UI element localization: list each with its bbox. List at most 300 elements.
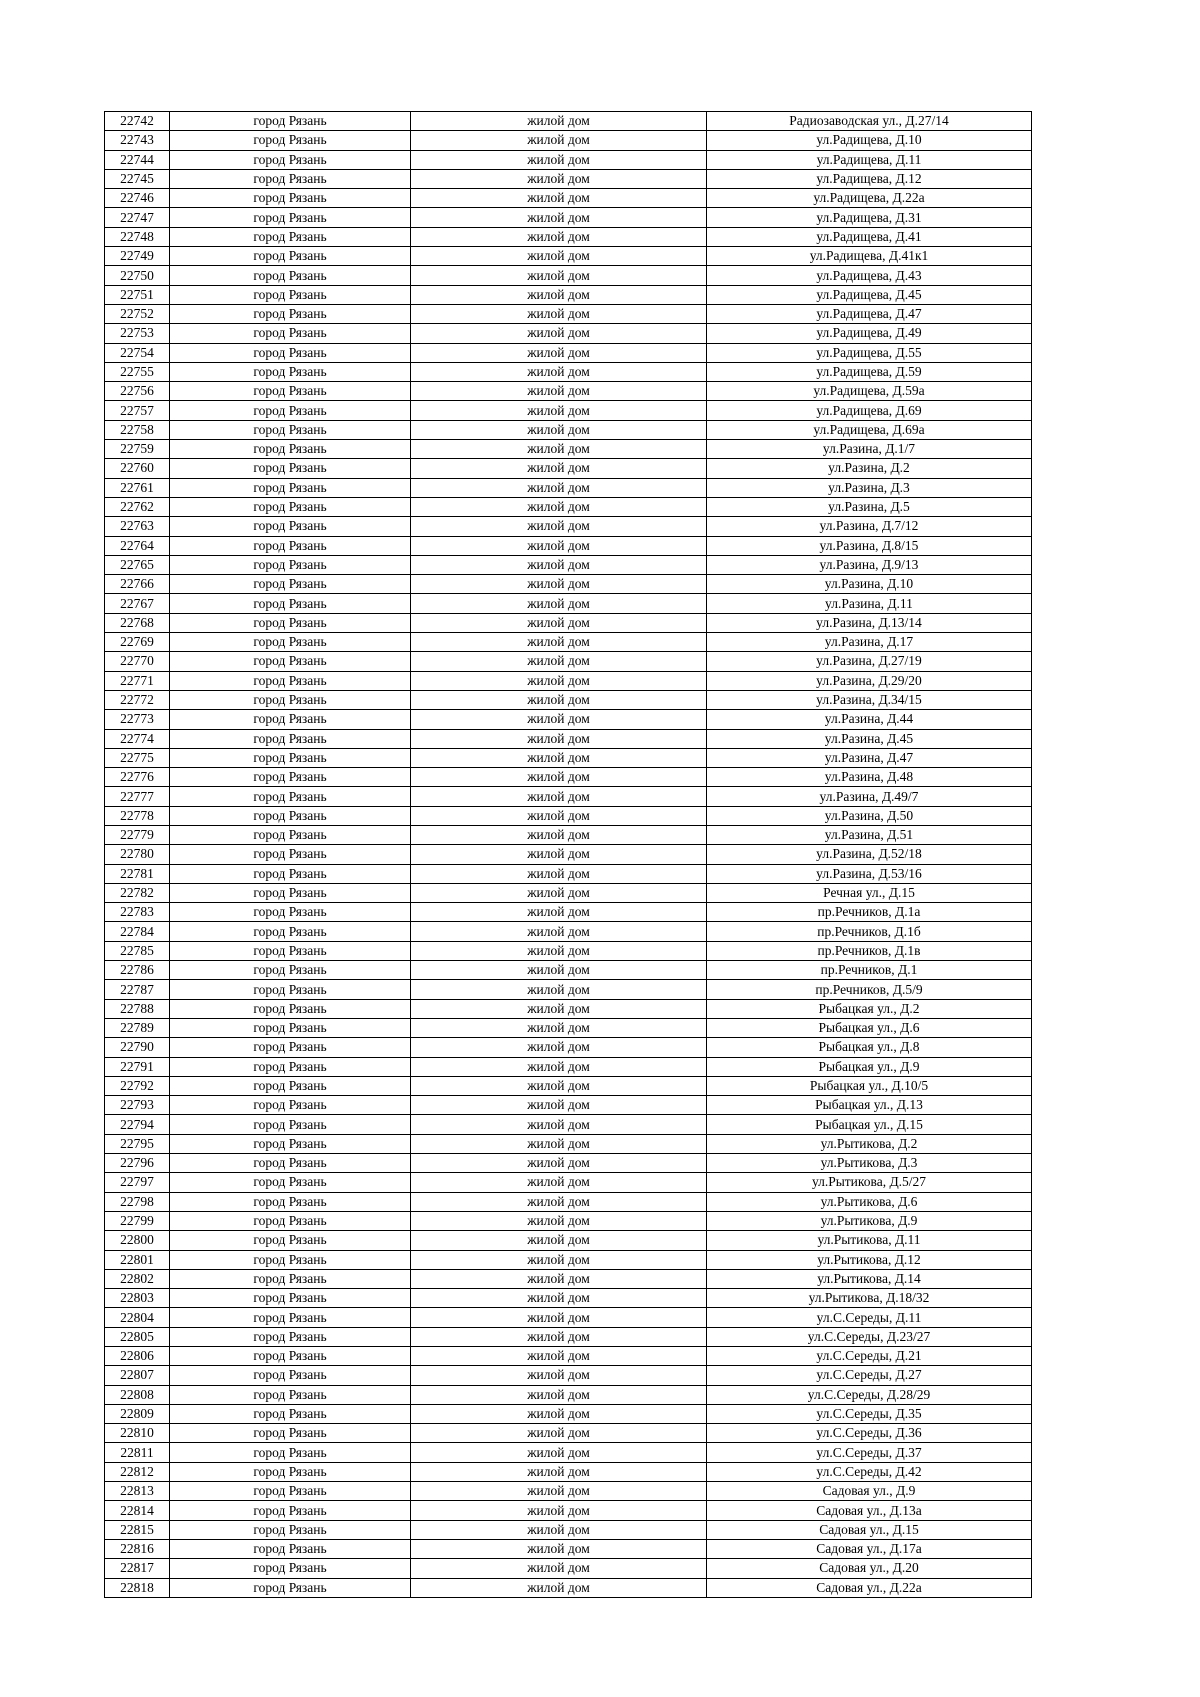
- city-cell: город Рязань: [170, 189, 411, 208]
- address-cell: ул.Разина, Д.9/13: [707, 555, 1032, 574]
- city-cell: город Рязань: [170, 806, 411, 825]
- row-number-cell: 22796: [105, 1154, 170, 1173]
- table-row: [105, 247, 1032, 266]
- table-row: [105, 1115, 1032, 1134]
- city-cell: город Рязань: [170, 1076, 411, 1095]
- row-number-cell: 22810: [105, 1424, 170, 1443]
- row-number-cell: 22770: [105, 652, 170, 671]
- row-number-cell: 22808: [105, 1385, 170, 1404]
- table-row: [105, 150, 1032, 169]
- object-type-cell: жилой дом: [411, 285, 707, 304]
- object-type-cell: жилой дом: [411, 1462, 707, 1481]
- city-cell: город Рязань: [170, 787, 411, 806]
- city-cell: город Рязань: [170, 729, 411, 748]
- table-row: [105, 304, 1032, 323]
- address-cell: Садовая ул., Д.22а: [707, 1578, 1032, 1597]
- table-row: [105, 285, 1032, 304]
- city-cell: город Рязань: [170, 710, 411, 729]
- table-row: [105, 1231, 1032, 1250]
- city-cell: город Рязань: [170, 922, 411, 941]
- address-cell: пр.Речников, Д.1а: [707, 903, 1032, 922]
- row-number-cell: 22780: [105, 845, 170, 864]
- address-cell: ул.Радищева, Д.55: [707, 343, 1032, 362]
- object-type-cell: жилой дом: [411, 343, 707, 362]
- city-cell: город Рязань: [170, 1250, 411, 1269]
- table-row: [105, 922, 1032, 941]
- object-type-cell: жилой дом: [411, 961, 707, 980]
- object-type-cell: жилой дом: [411, 594, 707, 613]
- table-row: [105, 1501, 1032, 1520]
- row-number-cell: 22745: [105, 169, 170, 188]
- table-row: [105, 324, 1032, 343]
- row-number-cell: 22817: [105, 1559, 170, 1578]
- city-cell: город Рязань: [170, 324, 411, 343]
- table-row: [105, 1018, 1032, 1037]
- city-cell: город Рязань: [170, 227, 411, 246]
- table-row: [105, 169, 1032, 188]
- address-cell: ул.С.Середы, Д.35: [707, 1404, 1032, 1423]
- object-type-cell: жилой дом: [411, 304, 707, 323]
- address-cell: ул.Разина, Д.13/14: [707, 613, 1032, 632]
- object-type-cell: жилой дом: [411, 131, 707, 150]
- row-number-cell: 22774: [105, 729, 170, 748]
- object-type-cell: жилой дом: [411, 1347, 707, 1366]
- table-row: [105, 1269, 1032, 1288]
- row-number-cell: 22775: [105, 748, 170, 767]
- city-cell: город Рязань: [170, 1578, 411, 1597]
- address-cell: пр.Речников, Д.1в: [707, 941, 1032, 960]
- address-cell: Рыбацкая ул., Д.13: [707, 1096, 1032, 1115]
- city-cell: город Рязань: [170, 1443, 411, 1462]
- row-number-cell: 22789: [105, 1018, 170, 1037]
- row-number-cell: 22809: [105, 1404, 170, 1423]
- object-type-cell: жилой дом: [411, 1482, 707, 1501]
- table-row: [105, 1482, 1032, 1501]
- row-number-cell: 22784: [105, 922, 170, 941]
- address-cell: Рыбацкая ул., Д.6: [707, 1018, 1032, 1037]
- row-number-cell: 22814: [105, 1501, 170, 1520]
- city-cell: город Рязань: [170, 247, 411, 266]
- address-cell: ул.Радищева, Д.49: [707, 324, 1032, 343]
- table-row: [105, 1462, 1032, 1481]
- address-cell: ул.Рытикова, Д.3: [707, 1154, 1032, 1173]
- object-type-cell: жилой дом: [411, 806, 707, 825]
- object-type-cell: жилой дом: [411, 497, 707, 516]
- address-cell: ул.Разина, Д.29/20: [707, 671, 1032, 690]
- row-number-cell: 22812: [105, 1462, 170, 1481]
- row-number-cell: 22752: [105, 304, 170, 323]
- address-cell: ул.Разина, Д.8/15: [707, 536, 1032, 555]
- table-row: [105, 864, 1032, 883]
- city-cell: город Рязань: [170, 362, 411, 381]
- table-row: [105, 401, 1032, 420]
- address-cell: ул.Рытикова, Д.14: [707, 1269, 1032, 1288]
- city-cell: город Рязань: [170, 536, 411, 555]
- city-cell: город Рязань: [170, 459, 411, 478]
- table-row: [105, 1308, 1032, 1327]
- object-type-cell: жилой дом: [411, 1134, 707, 1153]
- address-cell: Садовая ул., Д.17а: [707, 1539, 1032, 1558]
- table-row: [105, 131, 1032, 150]
- table-row: [105, 1443, 1032, 1462]
- object-type-cell: жилой дом: [411, 478, 707, 497]
- table-row: [105, 1173, 1032, 1192]
- row-number-cell: 22748: [105, 227, 170, 246]
- address-cell: ул.Рытикова, Д.18/32: [707, 1289, 1032, 1308]
- address-cell: ул.С.Середы, Д.11: [707, 1308, 1032, 1327]
- address-cell: ул.Разина, Д.1/7: [707, 440, 1032, 459]
- address-cell: ул.Рытикова, Д.11: [707, 1231, 1032, 1250]
- address-cell: ул.Радищева, Д.47: [707, 304, 1032, 323]
- row-number-cell: 22800: [105, 1231, 170, 1250]
- table-row: [105, 112, 1032, 131]
- object-type-cell: жилой дом: [411, 1443, 707, 1462]
- address-cell: ул.Радищева, Д.59: [707, 362, 1032, 381]
- table-row: [105, 575, 1032, 594]
- table-row: [105, 517, 1032, 536]
- object-type-cell: жилой дом: [411, 1154, 707, 1173]
- city-cell: город Рязань: [170, 980, 411, 999]
- object-type-cell: жилой дом: [411, 1269, 707, 1288]
- city-cell: город Рязань: [170, 150, 411, 169]
- row-number-cell: 22813: [105, 1482, 170, 1501]
- table-row: [105, 1038, 1032, 1057]
- row-number-cell: 22781: [105, 864, 170, 883]
- city-cell: город Рязань: [170, 1115, 411, 1134]
- object-type-cell: жилой дом: [411, 671, 707, 690]
- city-cell: город Рязань: [170, 1482, 411, 1501]
- city-cell: город Рязань: [170, 208, 411, 227]
- address-cell: ул.С.Середы, Д.36: [707, 1424, 1032, 1443]
- object-type-cell: жилой дом: [411, 1366, 707, 1385]
- table-row: [105, 652, 1032, 671]
- object-type-cell: жилой дом: [411, 1115, 707, 1134]
- object-type-cell: жилой дом: [411, 768, 707, 787]
- table-row: [105, 633, 1032, 652]
- city-cell: город Рязань: [170, 420, 411, 439]
- row-number-cell: 22790: [105, 1038, 170, 1057]
- address-cell: Радиозаводская ул., Д.27/14: [707, 112, 1032, 131]
- address-cell: ул.Разина, Д.7/12: [707, 517, 1032, 536]
- city-cell: город Рязань: [170, 748, 411, 767]
- city-cell: город Рязань: [170, 1327, 411, 1346]
- address-cell: ул.С.Середы, Д.37: [707, 1443, 1032, 1462]
- table-row: [105, 1134, 1032, 1153]
- city-cell: город Рязань: [170, 304, 411, 323]
- address-cell: Рыбацкая ул., Д.2: [707, 999, 1032, 1018]
- row-number-cell: 22758: [105, 420, 170, 439]
- object-type-cell: жилой дом: [411, 1385, 707, 1404]
- row-number-cell: 22750: [105, 266, 170, 285]
- city-cell: город Рязань: [170, 478, 411, 497]
- table-row: [105, 440, 1032, 459]
- object-type-cell: жилой дом: [411, 536, 707, 555]
- city-cell: город Рязань: [170, 169, 411, 188]
- table-row: [105, 961, 1032, 980]
- object-type-cell: жилой дом: [411, 748, 707, 767]
- table-row: [105, 497, 1032, 516]
- object-type-cell: жилой дом: [411, 247, 707, 266]
- row-number-cell: 22811: [105, 1443, 170, 1462]
- object-type-cell: жилой дом: [411, 690, 707, 709]
- object-type-cell: жилой дом: [411, 189, 707, 208]
- object-type-cell: жилой дом: [411, 1018, 707, 1037]
- row-number-cell: 22795: [105, 1134, 170, 1153]
- object-type-cell: жилой дом: [411, 324, 707, 343]
- object-type-cell: жилой дом: [411, 420, 707, 439]
- table-row: [105, 825, 1032, 844]
- address-cell: ул.С.Середы, Д.42: [707, 1462, 1032, 1481]
- object-type-cell: жилой дом: [411, 710, 707, 729]
- address-cell: ул.Радищева, Д.59а: [707, 382, 1032, 401]
- address-cell: Садовая ул., Д.15: [707, 1520, 1032, 1539]
- row-number-cell: 22798: [105, 1192, 170, 1211]
- object-type-cell: жилой дом: [411, 1250, 707, 1269]
- row-number-cell: 22762: [105, 497, 170, 516]
- address-cell: ул.Радищева, Д.10: [707, 131, 1032, 150]
- row-number-cell: 22818: [105, 1578, 170, 1597]
- table-row: [105, 459, 1032, 478]
- address-cell: ул.Разина, Д.2: [707, 459, 1032, 478]
- table-row: [105, 1096, 1032, 1115]
- city-cell: город Рязань: [170, 1154, 411, 1173]
- city-cell: город Рязань: [170, 652, 411, 671]
- city-cell: город Рязань: [170, 941, 411, 960]
- table-row: [105, 748, 1032, 767]
- address-cell: ул.Разина, Д.53/16: [707, 864, 1032, 883]
- table-body: [105, 112, 1032, 1598]
- address-cell: ул.Разина, Д.51: [707, 825, 1032, 844]
- row-number-cell: 22749: [105, 247, 170, 266]
- city-cell: город Рязань: [170, 1520, 411, 1539]
- table-row: [105, 594, 1032, 613]
- address-cell: ул.Радищева, Д.43: [707, 266, 1032, 285]
- object-type-cell: жилой дом: [411, 150, 707, 169]
- row-number-cell: 22788: [105, 999, 170, 1018]
- table-row: [105, 555, 1032, 574]
- table-row: [105, 1385, 1032, 1404]
- address-cell: ул.Разина, Д.47: [707, 748, 1032, 767]
- object-type-cell: жилой дом: [411, 575, 707, 594]
- city-cell: город Рязань: [170, 1424, 411, 1443]
- row-number-cell: 22773: [105, 710, 170, 729]
- address-cell: ул.Разина, Д.45: [707, 729, 1032, 748]
- table-row: [105, 208, 1032, 227]
- city-cell: город Рязань: [170, 1501, 411, 1520]
- city-cell: город Рязань: [170, 401, 411, 420]
- object-type-cell: жилой дом: [411, 1057, 707, 1076]
- city-cell: город Рязань: [170, 768, 411, 787]
- city-cell: город Рязань: [170, 382, 411, 401]
- object-type-cell: жилой дом: [411, 1231, 707, 1250]
- table-row: [105, 980, 1032, 999]
- row-number-cell: 22771: [105, 671, 170, 690]
- table-row: [105, 189, 1032, 208]
- row-number-cell: 22804: [105, 1308, 170, 1327]
- object-type-cell: жилой дом: [411, 980, 707, 999]
- row-number-cell: 22815: [105, 1520, 170, 1539]
- table-row: [105, 806, 1032, 825]
- table-row: [105, 343, 1032, 362]
- address-cell: ул.Рытикова, Д.6: [707, 1192, 1032, 1211]
- row-number-cell: 22806: [105, 1347, 170, 1366]
- object-type-cell: жилой дом: [411, 440, 707, 459]
- city-cell: город Рязань: [170, 112, 411, 131]
- object-type-cell: жилой дом: [411, 459, 707, 478]
- row-number-cell: 22792: [105, 1076, 170, 1095]
- city-cell: город Рязань: [170, 613, 411, 632]
- city-cell: город Рязань: [170, 131, 411, 150]
- table-row: [105, 1327, 1032, 1346]
- table-row: [105, 1366, 1032, 1385]
- table-row: [105, 671, 1032, 690]
- address-cell: пр.Речников, Д.1: [707, 961, 1032, 980]
- city-cell: город Рязань: [170, 1269, 411, 1288]
- object-type-cell: жилой дом: [411, 1578, 707, 1597]
- city-cell: город Рязань: [170, 864, 411, 883]
- address-cell: Рыбацкая ул., Д.10/5: [707, 1076, 1032, 1095]
- table-row: [105, 1211, 1032, 1230]
- city-cell: город Рязань: [170, 1539, 411, 1558]
- row-number-cell: 22783: [105, 903, 170, 922]
- address-cell: пр.Речников, Д.5/9: [707, 980, 1032, 999]
- table-row: [105, 362, 1032, 381]
- row-number-cell: 22769: [105, 633, 170, 652]
- table-row: [105, 227, 1032, 246]
- table-row: [105, 787, 1032, 806]
- row-number-cell: 22791: [105, 1057, 170, 1076]
- address-cell: ул.Рытикова, Д.12: [707, 1250, 1032, 1269]
- row-number-cell: 22803: [105, 1289, 170, 1308]
- row-number-cell: 22755: [105, 362, 170, 381]
- row-number-cell: 22764: [105, 536, 170, 555]
- table-row: [105, 690, 1032, 709]
- object-type-cell: жилой дом: [411, 787, 707, 806]
- row-number-cell: 22779: [105, 825, 170, 844]
- housing-registry-table: [104, 111, 1032, 1598]
- city-cell: город Рязань: [170, 1211, 411, 1230]
- city-cell: город Рязань: [170, 1347, 411, 1366]
- object-type-cell: жилой дом: [411, 633, 707, 652]
- row-number-cell: 22754: [105, 343, 170, 362]
- row-number-cell: 22759: [105, 440, 170, 459]
- address-cell: Садовая ул., Д.20: [707, 1559, 1032, 1578]
- row-number-cell: 22816: [105, 1539, 170, 1558]
- table-row: [105, 1076, 1032, 1095]
- object-type-cell: жилой дом: [411, 999, 707, 1018]
- object-type-cell: жилой дом: [411, 382, 707, 401]
- table-row: [105, 1192, 1032, 1211]
- address-cell: ул.Радищева, Д.22а: [707, 189, 1032, 208]
- address-cell: ул.С.Середы, Д.28/29: [707, 1385, 1032, 1404]
- table-row: [105, 1250, 1032, 1269]
- city-cell: город Рязань: [170, 1308, 411, 1327]
- city-cell: город Рязань: [170, 903, 411, 922]
- object-type-cell: жилой дом: [411, 845, 707, 864]
- row-number-cell: 22757: [105, 401, 170, 420]
- city-cell: город Рязань: [170, 999, 411, 1018]
- object-type-cell: жилой дом: [411, 1173, 707, 1192]
- object-type-cell: жилой дом: [411, 1211, 707, 1230]
- table-row: [105, 382, 1032, 401]
- row-number-cell: 22778: [105, 806, 170, 825]
- object-type-cell: жилой дом: [411, 1308, 707, 1327]
- object-type-cell: жилой дом: [411, 922, 707, 941]
- row-number-cell: 22756: [105, 382, 170, 401]
- object-type-cell: жилой дом: [411, 1520, 707, 1539]
- row-number-cell: 22743: [105, 131, 170, 150]
- city-cell: город Рязань: [170, 517, 411, 536]
- address-cell: ул.Разина, Д.52/18: [707, 845, 1032, 864]
- city-cell: город Рязань: [170, 575, 411, 594]
- address-cell: ул.С.Середы, Д.23/27: [707, 1327, 1032, 1346]
- city-cell: город Рязань: [170, 671, 411, 690]
- city-cell: город Рязань: [170, 497, 411, 516]
- city-cell: город Рязань: [170, 825, 411, 844]
- object-type-cell: жилой дом: [411, 227, 707, 246]
- object-type-cell: жилой дом: [411, 266, 707, 285]
- address-cell: ул.Рытикова, Д.2: [707, 1134, 1032, 1153]
- address-cell: Рыбацкая ул., Д.9: [707, 1057, 1032, 1076]
- address-cell: ул.Разина, Д.11: [707, 594, 1032, 613]
- city-cell: город Рязань: [170, 1559, 411, 1578]
- address-cell: ул.Рытикова, Д.5/27: [707, 1173, 1032, 1192]
- address-cell: ул.Радищева, Д.11: [707, 150, 1032, 169]
- object-type-cell: жилой дом: [411, 652, 707, 671]
- object-type-cell: жилой дом: [411, 1404, 707, 1423]
- address-cell: ул.Рытикова, Д.9: [707, 1211, 1032, 1230]
- city-cell: город Рязань: [170, 440, 411, 459]
- address-cell: ул.С.Середы, Д.21: [707, 1347, 1032, 1366]
- table-row: [105, 1289, 1032, 1308]
- city-cell: город Рязань: [170, 266, 411, 285]
- city-cell: город Рязань: [170, 1038, 411, 1057]
- object-type-cell: жилой дом: [411, 362, 707, 381]
- address-cell: ул.Разина, Д.48: [707, 768, 1032, 787]
- object-type-cell: жилой дом: [411, 1096, 707, 1115]
- table-row: [105, 1520, 1032, 1539]
- address-cell: ул.Радищева, Д.12: [707, 169, 1032, 188]
- object-type-cell: жилой дом: [411, 825, 707, 844]
- object-type-cell: жилой дом: [411, 1327, 707, 1346]
- table-row: [105, 613, 1032, 632]
- city-cell: город Рязань: [170, 690, 411, 709]
- row-number-cell: 22807: [105, 1366, 170, 1385]
- city-cell: город Рязань: [170, 343, 411, 362]
- object-type-cell: жилой дом: [411, 169, 707, 188]
- table-row: [105, 536, 1032, 555]
- city-cell: город Рязань: [170, 1057, 411, 1076]
- row-number-cell: 22787: [105, 980, 170, 999]
- row-number-cell: 22766: [105, 575, 170, 594]
- city-cell: город Рязань: [170, 633, 411, 652]
- row-number-cell: 22760: [105, 459, 170, 478]
- object-type-cell: жилой дом: [411, 613, 707, 632]
- table-row: [105, 420, 1032, 439]
- row-number-cell: 22785: [105, 941, 170, 960]
- row-number-cell: 22751: [105, 285, 170, 304]
- object-type-cell: жилой дом: [411, 555, 707, 574]
- object-type-cell: жилой дом: [411, 883, 707, 902]
- object-type-cell: жилой дом: [411, 1289, 707, 1308]
- address-cell: ул.Разина, Д.3: [707, 478, 1032, 497]
- city-cell: город Рязань: [170, 1231, 411, 1250]
- row-number-cell: 22747: [105, 208, 170, 227]
- address-cell: Рыбацкая ул., Д.15: [707, 1115, 1032, 1134]
- address-cell: ул.Разина, Д.44: [707, 710, 1032, 729]
- row-number-cell: 22805: [105, 1327, 170, 1346]
- row-number-cell: 22744: [105, 150, 170, 169]
